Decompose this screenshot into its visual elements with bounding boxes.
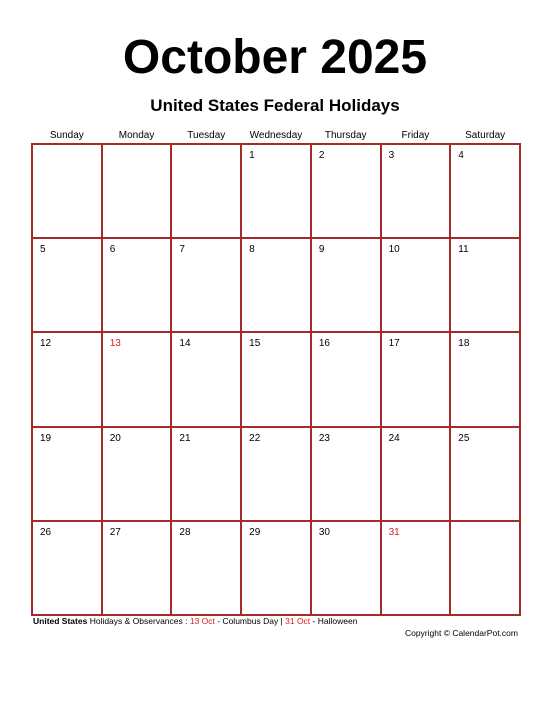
day-number: 20 [109, 432, 121, 444]
footer-country: United States [33, 616, 88, 626]
day-number: 16 [318, 338, 330, 350]
day-cell [310, 143, 382, 239]
day-cell [310, 237, 382, 333]
day-cell [380, 237, 452, 333]
day-cell [170, 426, 242, 522]
weekday-sunday: Sunday [49, 130, 84, 141]
day-cell [449, 237, 521, 333]
day-cell [101, 331, 173, 427]
day-cell [240, 520, 312, 616]
day-cell [101, 520, 173, 616]
day-cell [170, 237, 242, 333]
day-cell [380, 331, 452, 427]
day-cell [240, 143, 312, 239]
day-number: 27 [109, 526, 121, 538]
day-number: 2 [318, 150, 325, 161]
day-cell [380, 143, 452, 239]
footer-holiday-date: 31 Oct [285, 616, 311, 626]
day-cell [380, 426, 452, 522]
holiday-day-number: 31 [388, 526, 400, 538]
day-number: 19 [40, 432, 52, 444]
empty-day-cell [449, 520, 521, 616]
holiday-day-number: 13 [109, 338, 121, 350]
weekday-monday: Monday [118, 130, 155, 141]
weekday-thursday: Thursday [324, 130, 367, 141]
footer-holiday-date: 13 Oct [189, 616, 215, 626]
day-cell [170, 520, 242, 616]
footer-holiday-name: - Columbus Day | [214, 616, 286, 626]
day-cell [310, 520, 382, 616]
day-number: 28 [179, 526, 191, 538]
day-cell [310, 331, 382, 427]
calendar-grid [32, 144, 520, 615]
weekday-wednesday: Wednesday [249, 130, 303, 141]
day-cell [170, 331, 242, 427]
day-number: 6 [109, 244, 116, 256]
day-number: 11 [458, 244, 469, 256]
day-cell [240, 426, 312, 522]
empty-day-cell [170, 143, 242, 239]
day-cell [31, 520, 103, 616]
day-number: 21 [179, 432, 191, 444]
day-cell [240, 331, 312, 427]
day-cell [31, 426, 103, 522]
footer-holiday-name: - Halloween [310, 616, 358, 626]
day-number: 14 [179, 338, 191, 350]
day-number: 17 [388, 338, 400, 350]
footer-label: Holidays & Observances : [87, 616, 190, 626]
day-number: 8 [249, 244, 255, 256]
day-cell [101, 237, 173, 333]
day-cell [31, 331, 103, 427]
day-number: 15 [249, 338, 261, 350]
weekday-header-row [32, 128, 520, 144]
day-number: 29 [249, 526, 261, 538]
day-number: 25 [458, 432, 470, 444]
day-number: 24 [388, 432, 400, 444]
day-cell [449, 143, 521, 239]
holiday-footer [33, 615, 357, 627]
day-cell [449, 426, 521, 522]
day-number: 30 [318, 526, 330, 538]
page-subtitle: United States Federal Holidays [150, 96, 400, 115]
weekday-saturday: Saturday [465, 130, 506, 141]
day-number: 23 [318, 432, 330, 444]
day-cell [101, 426, 173, 522]
day-cell [240, 237, 312, 333]
day-number: 1 [249, 150, 255, 161]
day-cell [310, 426, 382, 522]
day-number: 12 [40, 338, 52, 350]
day-number: 26 [40, 526, 52, 538]
copyright-text: Copyright © CalendarPot.com [404, 628, 518, 638]
day-number: 22 [249, 432, 261, 444]
weekday-tuesday: Tuesday [187, 130, 226, 141]
day-number: 5 [40, 244, 46, 256]
day-number: 18 [458, 338, 470, 350]
empty-day-cell [101, 143, 173, 239]
weekday-friday: Friday [401, 130, 430, 141]
day-number: 3 [388, 150, 395, 161]
page-title: October 2025 [122, 31, 428, 84]
day-cell [449, 331, 521, 427]
day-number: 9 [318, 244, 325, 256]
day-number: 4 [458, 150, 464, 161]
day-number: 10 [388, 244, 400, 256]
empty-day-cell [31, 143, 103, 239]
day-number: 7 [179, 244, 185, 256]
day-cell [31, 237, 103, 333]
day-cell [380, 520, 452, 616]
